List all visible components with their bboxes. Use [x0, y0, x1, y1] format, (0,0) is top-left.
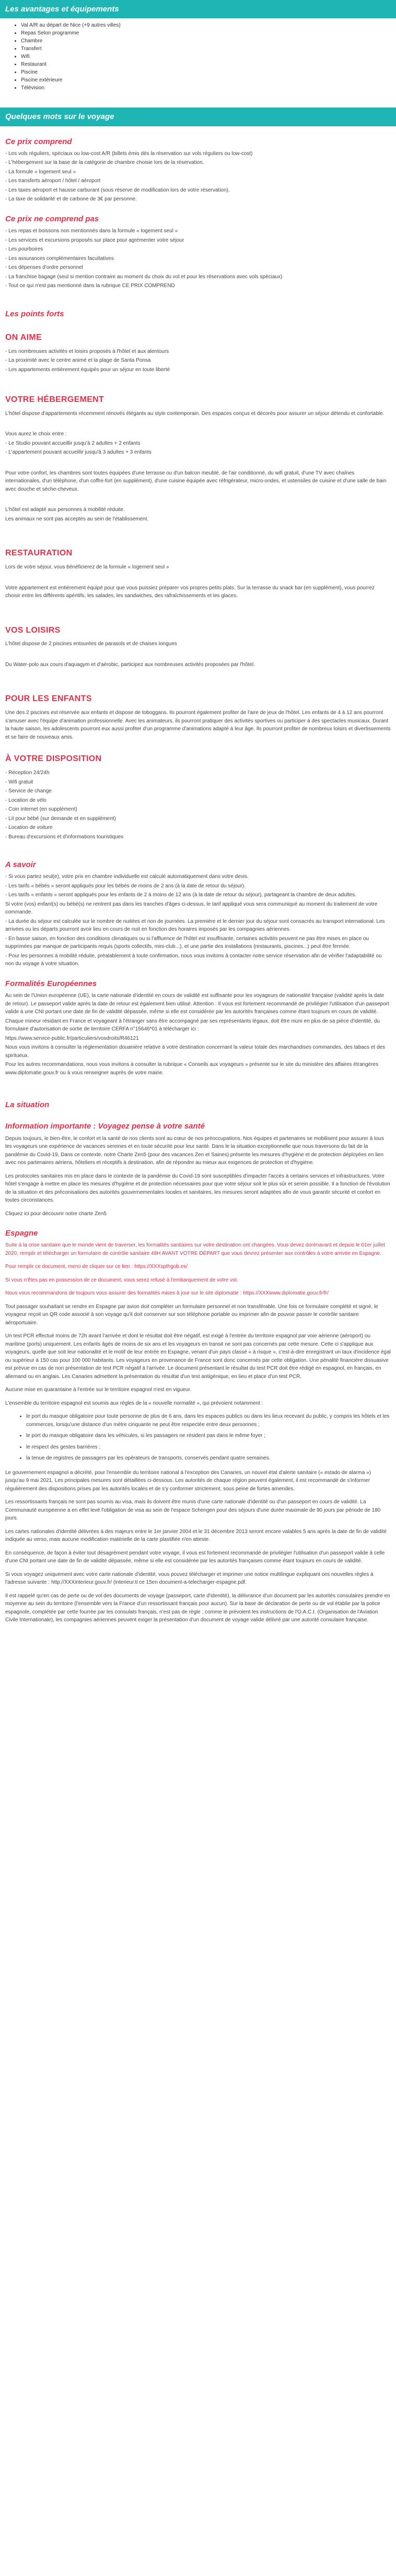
list-item: • Val A/R au départ de Nice (+9 autres villes) — [21, 21, 396, 29]
text-line: - Les tarifs « bébés » seront appliqués pour les bébés de moins de 2 ans (à la date de retour du séjour). — [5, 883, 246, 889]
kids-title: POUR LES ENFANTS — [5, 694, 92, 704]
price-excludes-title: Ce prix ne comprend pas — [5, 214, 99, 223]
text-line: - La formule « logement seul » — [5, 169, 76, 175]
text-line: - Réception 24/24h — [5, 770, 50, 776]
text-line: - Les repas et boissons non mentionnés dans la formule « logement seul » — [5, 228, 178, 234]
paragraph: Le gouvernement espagnol a décrété, pour l'ensemble du territoire national à l'exception des Canaries, un nouvel état d'alerte sanitaire (« estado de alarma ») jusqu'au 9 mai 2021. Les principales mesures sont détaillées ci-dessous. Les autorités de chaque région peuvent également, il est recommandé de s'informer régulièrement des dispositions prises par les autorités locales et de s'y conformer strictement, sous peine de fortes amendes. — [5, 1469, 371, 1492]
text-line: - Si vous partez seul(e), votre prix en chambre individuelle est calculé automatiquement dans votre devis. — [5, 874, 249, 880]
list-item: • Chambre — [21, 37, 396, 45]
facilities-title: À VOTRE DISPOSITION — [5, 754, 102, 764]
text-line: - L'appartement pouvant accueillir jusqu'à 3 adultes + 3 enfants — [5, 449, 152, 456]
paragraph: Un test PCR effectué moins de 72h avant l'arrivée et dont le résultat doit être négatif, est exigé à l'entrée du territoire espagnol par voie aérienne (aéroport) ou maritime (ports) uniquement. Les enfants âgés de moins de six ans et les voyageurs en transit ne sont pas concernés par cette mesure. Cette ci s'applique aux voyageurs, quelle que soit leur nationalité et le motif de leur entrée en Espagne, venant d'un pays classé « à risque », c'est-à-dire enregistrant un taux d'incidence égal ou supérieur à 150 cas pour 100 000 habitants. Les voyageurs en provenance de France sont donc concernés par cette obligation. Une pénalité financière dissuasive est prévue en cas de non présentation de test PCR négatif à l'arrivée. Le document présentant le résultat du test PCR doit être rédigé en espagnol, en français, en allemand ou en anglais. Les Canaries admettent la présentation du résultat d'un test antigénique, en lieu et place d'un test PCR. — [5, 1333, 391, 1380]
text-line: - Service de change — [5, 788, 52, 794]
spain-title: Espagne — [5, 1229, 38, 1238]
text-line: - Tout ce qui n'est pas mentionné dans la rubrique CE PRIX COMPREND — [5, 283, 175, 289]
list-item: • Télévision — [21, 84, 396, 92]
good-to-know-title: A savoir — [5, 860, 36, 870]
text-line: Nous vous invitons à consulter la réglementation douanière relative à votre destination concernant la valeur totale des marchandises commandes, des tabacs et des spiritueux. — [5, 1044, 386, 1059]
list-item: • Piscine — [21, 68, 396, 76]
text-line: - Les vols réguliers, spéciaux ou low-cost A/R (billets émis dès la réservation sur vols réguliers ou low-cost) — [5, 150, 253, 157]
text-line: - Les pourboires — [5, 246, 43, 252]
paragraph: Pour votre confort, les chambres sont toutes équipées d'une terrasse ou d'un balcon meublé, de l'air conditionné, du wifi gratuit, d'une TV avec chaînes internationales, d'un téléphone, d'un coffre-fort (en supplément), d'une cuisine équipée avec réfrigérateur, micro-ondes, et ustensiles de cuisine et d'une salle de bain avec douche et sèche-cheveux. — [5, 470, 387, 492]
text-line: - Bureau d'excursions et d'informations touristiques — [5, 834, 124, 840]
text-line: - Le Studio pouvant accueillir jusqu'à 2 adultes + 2 enfants — [5, 440, 141, 446]
paragraph: En conséquence, de façon à éviter tout désagrément pendant votre voyage, il vous est fortement recommandé de privilégier l'utilisation d'un passeport valide à celle d'une CNI portant une date de fin de validité dépassée, même si elle est considérée par les autorités françaises comme étant toujours en cours de validité. — [5, 1550, 385, 1564]
text-line: - Les transferts aéroport / hôtel / aéroport — [5, 178, 101, 184]
paragraph: Les cartes nationales d'identité délivrées à des majeurs entre le 1er janvier 2004 et le 31 décembre 2013 seront encore valables 5 ans après la date de fin de validité indiquée au verso, mais aucune modification matérielle de la carte plastifiée n'en atteste. — [5, 1528, 387, 1543]
diplomatie-link[interactable]: Nous vous recommandons de toujours vous assurer des formalités mises à jour sur le site diplomatie : https://XXXwww.diplomatie.gouv.fr/fr/ — [5, 1290, 329, 1297]
paragraph: Tout passager souhaitant se rendre en Espagne par avion doit compléter un formulaire personnel et non transférable. Une fois ce formulaire complété et signé, le voyageur reçoit un QR code associé à son voyage qu'il doit conserver sur son téléphone portable ou imprimer afin de pouvoir passer le contrôle sanitaire aéroportuaire. — [5, 1303, 378, 1326]
text-line: - La taxe de solidarité et de carbone de 3€ par personne. — [5, 196, 137, 203]
trip-section — [0, 136, 396, 1624]
text-line: Vous aurez le choix entre : — [5, 431, 67, 437]
text-line: - L'hébergement sur la base de la catégorie de chambre choisie lors de la réservation. — [5, 160, 204, 166]
paragraph: Si vous voyagez uniquement avec votre carte nationale d'identité, vous pouvez télécharger et imprimer une notice multilingue expliquant ces nouvelles règles à l'adresse suivante : http://XXXinterieur.gouv.fr/ (interieur.ti ce 15en document-a-telecharger-espagne.pdf. — [5, 1571, 374, 1586]
paragraph: Les ressortissants français ne sont pas soumis au visa, mais ils doivent être munis d'une carte nationale d'identité ou d'un passeport en cours de validité. La Communauté européenne a en effet levé l'obligation de visa au sein de l'espace Schengen pour des séjours d'une durée maximale de 90 jours par période de 180 jours. — [5, 1499, 381, 1522]
text-line: - Lit pour bébé (sur demande et en supplément) — [5, 815, 116, 822]
paragraph: L'ensemble du territoire espagnol est soumis aux règles de la « nouvelle normalité », qui prévoient notamment : — [5, 1400, 263, 1406]
paragraph: Une des 2 piscines est réservée aux enfants et dispose de toboggans. Ils pourront également profiter de l'aire de jeux de l'hôtel. Les enfants de 4 à 12 ans pourront s'amuser avec l'équipe d'animation professionnelle. Avec les animateurs, ils pourront pratiquer des activités sportives ou participer à des spectacles musicaux. Durant la haute saison, les adolescents pourront eux aussi profiter d'un programme d'animations adapté à leur âge. Ils pourront profiter de nombreux loisirs et divertissements et se faire de nouveaux amis. — [5, 710, 391, 740]
text-line: Pour les autres recommandations, nous vous invitons à consulter la rubrique « Conseils aux voyageurs » présente sur le site du ministère des affaires étrangères www.diplomatie.gouv.fr ou à vous renseigner auprès de votre mairie. — [5, 1062, 379, 1076]
health-info-title: Information importante : Voyagez pense à votre santé — [5, 1122, 205, 1131]
list-item: • Transfert — [21, 45, 396, 53]
text-line: - La proximité avec le centre animé et la plage de Santa Ponsa — [5, 358, 151, 364]
paragraph: L'hôtel dispose de 2 piscines entourées de parasols et de chaises longues — [5, 641, 177, 647]
paragraph: Les protocoles sanitaires mis en place dans le contexte de la pandémie du Covid-19 sont susceptibles d'impacter l'accès à certains services et infrastructures. Votre hôtel s'engage à mettre en place les mesures d'hygiène et de protection nécessaires pour que votre séjour soit le plus sûr et serein possible. Il a fonction de l'évolution de la situation et des préconisations des autorités gouvernementales locales et sanitaires, les mesures seront adaptées afin de vous garantir sécurité et confort en toutes circonstances. — [5, 1173, 390, 1204]
amenities-banner: Les avantages et équipements — [0, 0, 396, 18]
text-line: L'hôtel est adapté aux personnes à mobilité réduite. — [5, 507, 125, 513]
price-includes-title: Ce prix comprend — [5, 137, 72, 146]
text-line: - Les services et excursions proposés sur place pour agrémenter votre séjour — [5, 237, 184, 243]
paragraph: Du Water-polo aux cours d'aquagym et d'aérobic, participez aux nombreuses activités proposées par l'hôtel. — [5, 661, 255, 668]
text-line: Chaque mineur résidant en France et voyageant à l'étranger sans être accompagné par ses représentants légaux, doit être muni en plus de sa pièce d'identité, du formulaire d'autorisation de sortie de territoire CERFA n°15646*01 à télécharger ici : — [5, 1018, 380, 1032]
list-item: • le port du masque obligatoire dans les véhicules, si les passagers ne résident pas dans le même foyer ; — [26, 1432, 391, 1440]
text-line: Au sein de l'Union européenne (UE), la carte nationale d'identité en cours de validité est suffisante pour les voyageurs de nationalité française (validité après la date de retour). Le passeport valide après la date de retour est également bien utilisé. Attention : Il vous est fortement recommandé de privilégier l'utilisation d'un passeport valide à une CNI portant une date de fin de validité dépassée, même si elle est considérée par les autorités françaises comme étant toujours en cours de validité. — [5, 993, 389, 1015]
location-title: La situation — [5, 1100, 50, 1110]
text-line: - Les appartements entièrement équipés pour un séjour en toute liberté — [5, 366, 170, 373]
accommodation-title: VOTRE HÉBERGEMENT — [5, 395, 104, 405]
text-line: - Les taxes aéroport et hausse carburant (sous réserve de modification lors de votre réservation). — [5, 187, 230, 193]
text-line: - Location de voiture — [5, 825, 53, 831]
leisure-title: VOS LOISIRS — [5, 625, 61, 635]
text-line: Les animaux ne sont pas acceptés au sein de l'établissement. — [5, 516, 149, 522]
amenities-list — [0, 21, 396, 92]
trip-banner: Quelques mots sur le voyage — [0, 108, 396, 126]
zen-charter-link[interactable]: Cliquez ici pour découvrir notre charte Zen5 — [5, 1210, 107, 1217]
paragraph: Lors de votre séjour, vous bénéficierez de la formule « logement seul » — [5, 564, 169, 571]
text-line: - Les nombreuses activités et loisirs proposés à l'hôtel et aux alentours — [5, 348, 169, 354]
list-item: • Repas Selon programme — [21, 29, 396, 37]
highlights-title: Les points forts — [5, 309, 64, 318]
paragraph: Aucune mise en quarantaine à l'entrée sur le territoire espagnol n'est en vigueur. — [5, 1387, 192, 1393]
on-aime-title: ON AIME — [5, 333, 42, 342]
link-text[interactable]: https://www.service-public.fr/particuliers/vosdroits/R46121 — [5, 1035, 139, 1041]
list-item: • la tenue de registres de passagers par les opérateurs de transports, conservés pendant quatre semaines. — [26, 1454, 391, 1463]
text-line: - Les dépenses d'ordre personnel — [5, 265, 83, 270]
form-link[interactable]: Pour remplir ce document, merci de cliquer sur ce lien : https://XXXspthgob.es/ — [5, 1264, 188, 1270]
list-item: • Restaurant — [21, 61, 396, 68]
text-line: - Pour les personnes à mobilité réduite, préalablement à toute confirmation, nous vous invitons à contacter notre service réservation afin de vérifier l'adaptabilité ou non du voyage à votre situation. — [5, 953, 382, 967]
paragraph: Il est rappelé qu'en cas de perte ou de vol des documents de voyage (passeport, carte d'identité), la délivrance d'un document par les autorités consulaires prendre en moyenne au sein du territoire (l'ensemble vers la France d'un ressortissant français pour aucun). Sur la base de déclaration de perte ou de vol établie par la police espagnole, complétée par cette fourrée par les consulats français, n'est pas de règle ; comme le prévoient les instructions de l'O.A.C.I. (Organisation de l'Aviation Civile Internationale), les compagnies aériennes peuvent exiger la présentation d'un document de voyage valide délivré par une autorité consulaire française. — [5, 1593, 390, 1623]
paragraph: Votre appartement est entièrement équipé pour que vous puissiez préparer vos propres petits plats. Sur la terrasse du snack bar (en supplément), vous pourrez choisir entre les différents apéritifs, les salades, les sandwiches, des rafraîchissements et les glaces. — [5, 585, 375, 599]
paragraph: Suite à la crise sanitaire que le monde vient de traverser, les formalités sanitaires sur votre destination ont changées. Vous devez dorénavant et depuis le 01er juillet 2020, remplir et télécharger un formulaire de contrôle sanitaire 48H AVANT VOTRE DÉPART que vous devrez présenter aux contrôles à votre arrivée en Espagne. — [5, 1242, 386, 1256]
text-line: Si votre (vos) enfant(s) ou bébé(s) ne rentrent pas dans les tranches d'âges ci-dessus, le tarif appliqué vous sera communiqué au moment du traitement de votre commande. — [5, 901, 378, 916]
list-item: • Wifi — [21, 53, 396, 61]
paragraph: L'hôtel dispose d'appartements récemment rénovés élégants au style contemporain. Des espaces conçus et décorés pour assurer un séjour détendu et confortable. — [5, 410, 385, 417]
text-line: - Les tarifs « enfants » seront appliqués pour les enfants de 2 à moins de 12 ans (à la date de retour du séjour), partageant la chambre de deux adultes. — [5, 892, 357, 898]
text-line: - Wifi gratuit — [5, 779, 33, 785]
restaurant-title: RESTAURATION — [5, 549, 73, 558]
list-item: • Piscine extérieure — [21, 76, 396, 84]
text-line: - Les assurances complémentaires facultatives — [5, 255, 114, 262]
text-line: - La franchise bagage (seul si mention contraire au moment du choix du vol et pour les réservations avec vols spéciaux) — [5, 274, 283, 280]
formalities-title: Formalités Européennes — [5, 979, 97, 988]
text-line: - La durée du séjour est calculée sur le nombre de nuitées et non de journées. La première et le dernier jour du séjour sont consacrés au transport international. Les arrivées ou les départs pourront avoir lieu en cours de nuit en fonction des horaires imposés par les compagnies aériennes. — [5, 918, 385, 933]
text-line: - Location de vélo — [5, 797, 46, 803]
list-item: • le respect des gestes barrières ; — [26, 1443, 391, 1452]
paragraph: Depuis toujours, le bien-être, le confort et la santé de nos clients sont au cœur de nos préoccupations. Nos équipes et partenaires se mobilisent pour assurer à tous les voyageurs une expérience de vacances sereines et en toute sécurité pour leur santé. Dans le la situation exceptionnelle que nous traversons du fait de la pandémie du Covid-19, Dans ce contexte, notre Charte Zen5 (pour des vacances Zen et Saines) présente les mesures d'hygiène et de protection déployées en lien avec nos partenaires aériens, hôteliers et réceptifs à destination, afin de répondre au mieux aux exigences de protection et d'hygiène. — [5, 1135, 384, 1166]
list-item: • le port du masque obligatoire pour toute personne de plus de 6 ans, dans les espaces publics ou dans les lieux recevant du public, y compris les hôtels et les commerces, lorsqu'une distance d'un mètre cinquante ne peut être respectée entre deux personnes ; — [26, 1412, 391, 1429]
paragraph: Si vous n'êtes pas en possession de ce document, vous serez refusé à l'embarquement de votre vol. — [5, 1277, 238, 1283]
text-line: - En basse saison, en fonction des conditions climatiques ou si l'affluence de l'hôtel est insuffisante, certaines activités peuvent ne pas être mises en place ou supprimées par manque de participants requis (sports collectifs, mini-club...), et une partie des installations (restaurants, piscines...) peut être fermée. — [5, 935, 369, 950]
rules-list — [5, 1412, 391, 1463]
text-line: - Coin internet (en supplément) — [5, 806, 77, 813]
